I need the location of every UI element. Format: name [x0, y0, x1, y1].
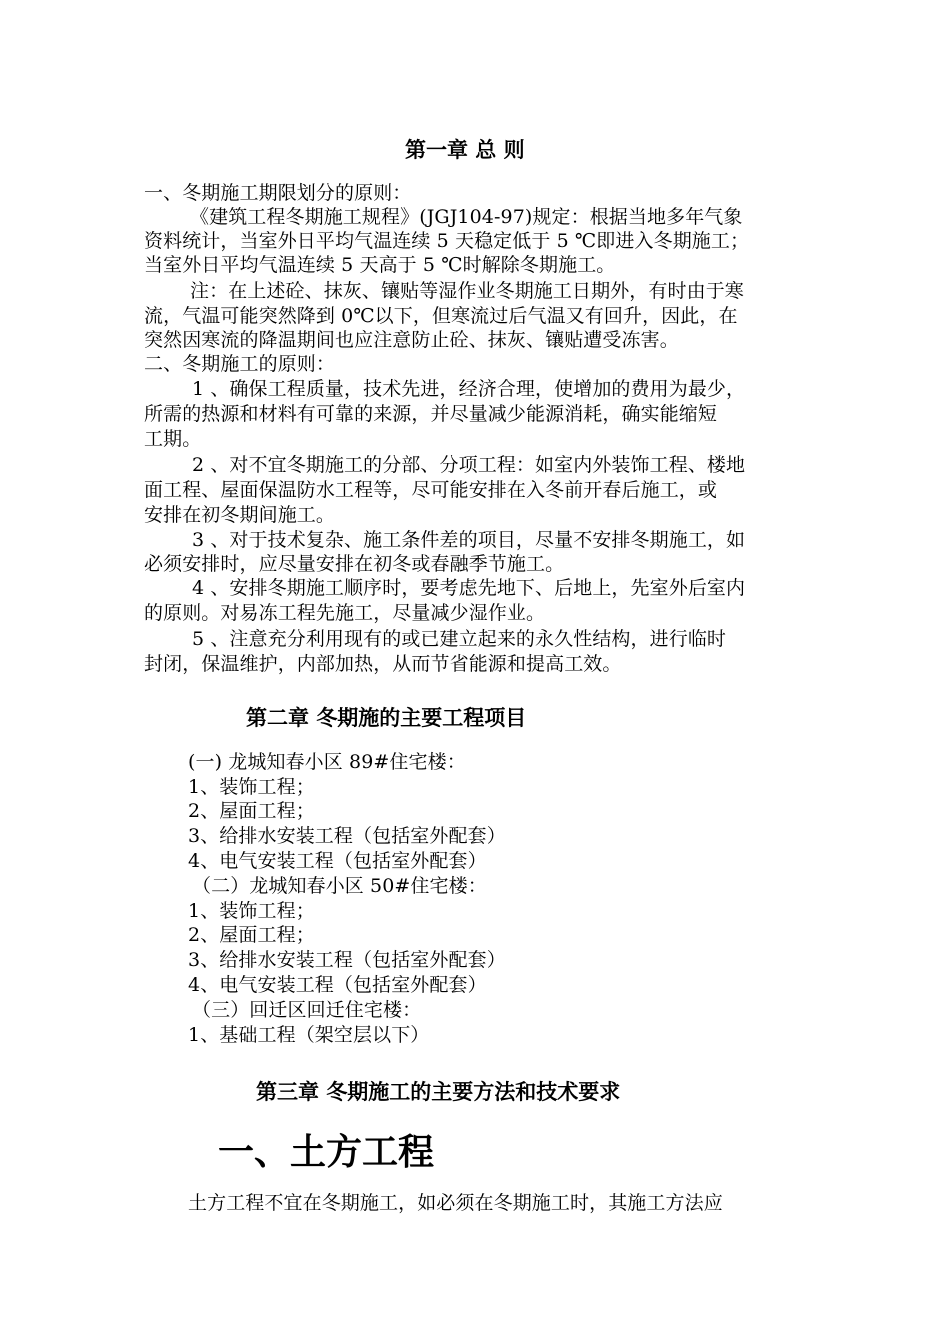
- note-line: 流，气温可能突然降到 0℃以下，但寒流过后气温又有回升，因此，在: [144, 305, 738, 327]
- section-heading: 二、冬期施工的原则：: [144, 353, 336, 375]
- principle-item-line: 封闭，保温维护，内部加热，从而节省能源和提高工效。: [144, 653, 622, 675]
- principle-item-line: 必须安排时，应尽量安排在初冬或春融季节施工。: [144, 553, 565, 575]
- section-heading-large: 一、土方工程: [218, 1132, 435, 1173]
- principle-item-line: 1 、确保工程质量，技术先进，经济合理，使增加的费用为最少，: [192, 378, 746, 400]
- project-item: 4、电气安装工程（包括室外配套）: [188, 974, 487, 996]
- principle-item-line: 工期。: [144, 428, 202, 450]
- principle-item-line: 的原则。对易冻工程先施工，尽量减少湿作业。: [144, 602, 546, 624]
- chapter-1-title: 第一章 总 则: [405, 137, 525, 162]
- project-group-heading: （三）回迁区回迁住宅楼：: [192, 999, 422, 1021]
- principle-item-line: 5 、注意充分利用现有的或已建立起来的永久性结构，进行临时: [192, 628, 727, 650]
- principle-item-line: 2 、对不宜冬期施工的分部、分项工程：如室内外装饰工程、楼地: [192, 454, 746, 476]
- project-item: 2、屋面工程；: [188, 800, 315, 822]
- note-line: 注：在上述砼、抹灰、镶贴等湿作业冬期施工日期外，有时由于寒: [190, 280, 744, 302]
- project-group-heading: (一) 龙城知春小区 89#住宅楼：: [188, 751, 466, 773]
- project-item: 4、电气安装工程（包括室外配套）: [188, 850, 487, 872]
- paragraph-line: 《建筑工程冬期施工规程》(JGJ104-97)规定：根据当地多年气象: [190, 206, 743, 228]
- principle-item-line: 安排在初冬期间施工。: [144, 504, 336, 526]
- project-item: 3、给排水安装工程（包括室外配套）: [188, 825, 506, 847]
- paragraph-line: 当室外日平均气温连续 5 天高于 5 ℃时解除冬期施工。: [144, 254, 616, 276]
- paragraph-line: 资料统计，当室外日平均气温连续 5 天稳定低于 5 ℃即进入冬期施工；: [144, 230, 750, 252]
- project-item: 2、屋面工程；: [188, 924, 315, 946]
- chapter-2-title: 第二章 冬期施的主要工程项目: [246, 705, 527, 730]
- project-item: 3、给排水安装工程（包括室外配套）: [188, 949, 506, 971]
- principle-item-line: 4 、安排冬期施工顺序时，要考虑先地下、后地上，先室外后室内: [192, 577, 746, 599]
- principle-item-line: 面工程、屋面保温防水工程等，尽可能安排在入冬前开春后施工，或: [144, 479, 718, 501]
- principle-item-line: 3 、对于技术复杂、施工条件差的项目，尽量不安排冬期施工，如: [192, 529, 746, 551]
- project-item: 1、装饰工程；: [188, 776, 315, 798]
- principle-item-line: 所需的热源和材料有可靠的来源，并尽量减少能源消耗，确实能缩短: [144, 403, 718, 425]
- note-line: 突然因寒流的降温期间也应注意防止砼、抹灰、镶贴遭受冻害。: [144, 329, 679, 351]
- paragraph-line: 土方工程不宜在冬期施工，如必须在冬期施工时，其施工方法应: [188, 1192, 723, 1214]
- project-group-heading: （二）龙城知春小区 50#住宅楼：: [192, 875, 487, 897]
- section-heading: 一、冬期施工期限划分的原则：: [144, 182, 412, 204]
- chapter-3-title: 第三章 冬期施工的主要方法和技术要求: [256, 1079, 621, 1104]
- project-item: 1、装饰工程；: [188, 900, 315, 922]
- project-item: 1、基础工程（架空层以下）: [188, 1024, 430, 1046]
